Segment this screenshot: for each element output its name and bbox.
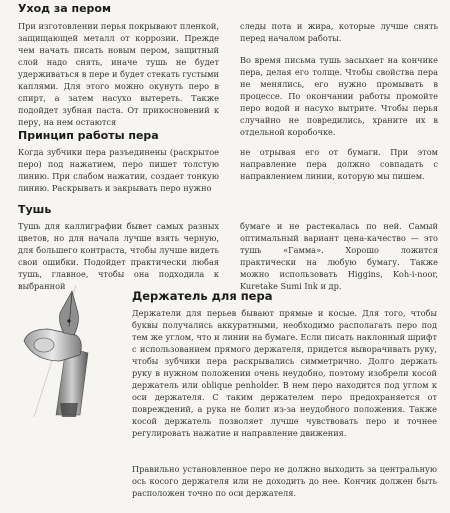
pen-principle-left-paragraph: Когда зубчики пера разъединены (раскрытое перо) под нажатием, перо пишет толстую линию. При слабом нажатии, создает тонкую линию. Раскрывать и закрывать перо нужно (18, 147, 219, 193)
pen-care-left-paragraph: При изготовлении перья покрывают пленкой, защищающей металл от коррозии. Прежде чем начать писать новым пером, защитный слой надо снять, иначе тушь не будет удерживаться в пере и будет стекать густыми каплями. Для этого можно окунуть перо в спирт, а затем насухо вытереть. Также подойдет зубная паста. От прикосновений к перу, на нем остаются (18, 21, 219, 127)
section-title-holder: Держатель для пера (132, 289, 273, 303)
ink-right-paragraph: бумаге и не растекалась по ней. Самый оптимальный вариант цена-качество — это тушь «Гамма». Хорошо ложится практически на любую бумагу. Также можно использовать Higgins, Koh-i-noor, Kuretake Sumi Ink и др. (240, 221, 438, 291)
holder-paragraph-1: Держатели для перьев бывают прямые и косые. Для того, чтобы буквы получались аккуратными, необходимо располагать перо под тем же углом, что и линии на бумаге. Если писать наклонный шрифт с использованием прямого держателя, придется выворачивать руку, чтобы зубчики пера раскрывались симметрично. Долго держать руку в нужном положении очень неудобно, поэтому изобрели косой держатель или oblique penholder. В нем перо находится под углом к оси держателя. С таким держателем перо предохраняется от повреждений, а рука не болит из-за неудобного положения. Также косой держатель позволяет лучше чувствовать перо и точнее регулировать нажатие и направление движения. (132, 308, 437, 438)
pen-care-right-paragraph-2: Во время письма тушь засыхает на кончике пера, делая его толще. Чтобы свойства пера не менялись, его нужно промывать в процессе. По окончании работы промойте перо водой и насухо вытрите. Чтобы перья случайно не повредились, храните их в отдельной коробочке. (240, 55, 438, 137)
section-title-ink: Тушь (18, 203, 52, 216)
section-title-pen-care: Уход за пером (18, 2, 111, 15)
oblique-penholder-illustration (14, 283, 122, 419)
pen-principle-right-paragraph: не отрывая его от бумаги. При этом направление пера должно совпадать с направлением линии, которую мы пишем. (240, 147, 438, 181)
section-title-pen-principle: Принцип работы пера (18, 129, 159, 142)
pen-nib (60, 291, 79, 335)
ink-left-paragraph: Тушь для каллиграфии бывет самых разных цветов, но для начала лучше взять черную, для большего контраста, чтобы лучше видеть свои ошибки. Подойдет практически любая тушь, главное, чтобы она подходила к выбранной (18, 221, 219, 291)
pen-care-right-paragraph-1: следы пота и жира, которые лучше снять перед началом работы. (240, 21, 438, 43)
holder-paragraph-2: Правильно установленное перо не должно выходить за центральную ось косого держателя или не доходить до нее. Кончик должен быть расположен точно по оси держателя. (132, 464, 437, 498)
